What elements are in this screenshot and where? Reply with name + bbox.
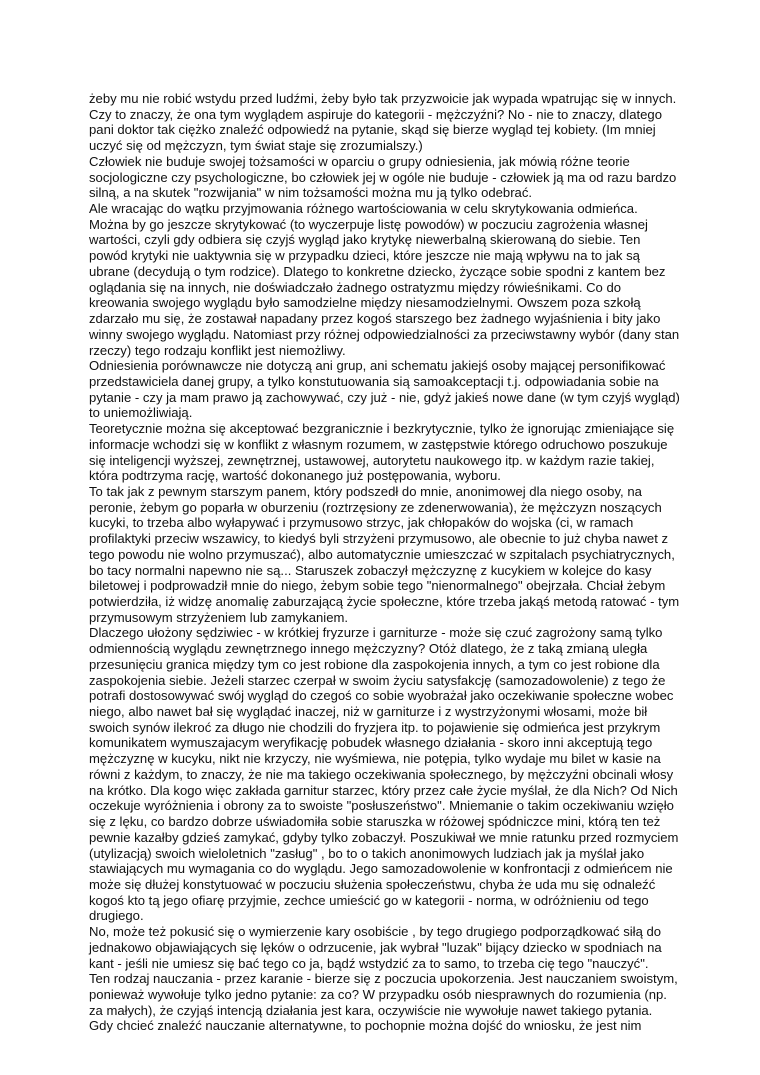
text-line: która podtrzyma rację, wartość dokonanego już postępowania, wyboru. [89,468,501,484]
text-line: pewnie kazałby gdzieś zamykać, gdyby tylko zobaczył. Poszukiwał we mnie ratunku przed rozmyciem [89,829,679,845]
text-line: Dlaczego ułożony sędziwiec - w krótkiej fryzurze i garniturze - może się czuć zagrożony samą tylko [89,625,663,641]
text-line: Teoretycznie można się akceptować bezgranicznie i bezkrytycznie, tylko że ignorując zmieniające się [89,421,675,437]
text-line: drugiego. [89,908,144,924]
text-line: kreowania swojego wyglądu było samodzielne między niesamodzielnymi. Owszem poza szkołą [89,295,641,311]
text-line: potrafi dostosowywać swój wygląd do czegoś co sobie wyobrażał jako oczekiwanie społeczne wobec [89,688,674,704]
text-line: tego powodu nie wolno przymuszać), albo automatycznie umieszczać w szpitalach psychiatrycznych, [89,546,675,562]
text-line: na krótko. Dla kogo więc zakłada garnitur starzec, który przez całe życie myślał, że dla Nich? Od Nich [89,782,678,798]
text-line: przedstawiciela danej grupy, a tylko konstutuowania sią samoakceptacji t.j. odpowiadania sobie na [89,373,659,389]
text-line: się inteligencji wyższej, zewnętrznej, ustawowej, autorytetu naukowego itp. w każdym razie takiej, [89,452,655,468]
text-line: Czy to znaczy, że ona tym wyglądem aspiruje do kategorii - mężczyźni? No - nie to znaczy, dlatego [89,106,662,122]
text-line: peronie, żebym go poparła w oburzeniu (roztrzęsiony ze zdenerwowania), że mężczyzn noszących [89,499,662,515]
text-line: odmiennością wyglądu zewnętrznego innego mężczyzny? Otóż dlatego, że z taką zmianą uległa [89,641,648,657]
text-line: może się dłużej konstytuować w poczuciu służenia społeczeństwu, chyba że uda mu się odnaleźć [89,876,656,892]
text-line: To tak jak z pewnym starszym panem, który podszedł do mnie, anonimowej dla niego osoby, na [89,483,642,499]
text-line: wartości, czyli gdy odbiera się czyjś wygląd jako krytykę niewerbalną skierowaną do siebie. Ten [89,232,641,248]
text-line: Odniesienia porównawcze nie dotyczą ani grup, ani schematu jakiejś osoby mającej personifikować [89,358,666,374]
text-line: oczekuje wyróżnienia i obrony za to swoiste "posłuszeństwo". Mniemanie o takim oczekiwaniu wzięło [89,798,674,814]
text-line: jednakowo objawiających się lęków o odrzucenie, jak wybrał "luzak" bijący dziecko w spodniach na [89,939,662,955]
text-line: powód krytyki nie uaktywnia się w przypadku dzieci, które jeszcze nie mają wpływu na to jak są [89,248,640,264]
text-line: ponieważ wywołuje tylko jedno pytanie: za co? W przypadku osób niesprawnych do rozumienia (np. [89,986,667,1002]
text-line: przesunięciu granica między tym co jest robione dla zaspokojenia innych, a tym co jest robione dla [89,656,660,672]
text-line: pani doktor tak ciężko znaleźć odpowiedź na pytanie, skąd się bierze wygląd tej kobiety. (Im mniej [89,122,656,138]
text-line: niego, albo nawet bał się wyglądać inaczej, niż w garniturze i z wystrzyżonymi włosami, może bił [89,704,648,720]
text-line: za małych), że czyjąś intencją działania jest kara, oczywiście nie wywołuje nawet takiego pytania. [89,1002,653,1018]
text-line: ubrane (decydują o tym rodzice). Dlatego to konkretne dziecko, życzące sobie spodni z kantem bez [89,263,666,279]
text-line: biletowej i podprowadził mnie do niego, żebym sobie tego "nienormalnego" obejrzała. Chciał żebym [89,578,666,594]
text-line: profilaktyki przeciw wszawicy, to kiedyś byli strzyżeni przymusowo, ale obecnie to już chyba nawet z [89,531,669,547]
text-line: się z lęku, co bardzo dobrze uświadomiła sobie staruszka w różowej spódniczce mini, którą ten też [89,814,661,830]
text-line: kant - jeśli nie umiesz się bać tego co ja, bądź wstydzić za to samo, to trzeba cię tego "nauczyć". [89,955,649,971]
text-line: przymusowym strzyżeniem lub zamykaniem. [89,609,349,625]
text-line: żeby mu nie robić wstydu przed ludźmi, żeby było tak przyzwoicie jak wypada wpatrując się w innych. [89,91,677,106]
text-line: oglądania się na innych, nie doświadczało żadnego ostratyzmu między rówieśnikami. Co do [89,279,622,295]
text-line: winny swojego wyglądu. Natomiast przy różnej odpowiedzialności za przeciwstawny wybór (dany stan [89,326,680,342]
text-line: (utylizacją) swoich wieloletnich "zasług" , bo to o takich anonimowych ludziach jak ja myślał jako [89,845,645,861]
text-line: pytanie - czy ja mam prawo ją zachowywać, czy już - nie, gdyż jakieś nowe dane (w tym czyjś wygląd) [89,389,680,405]
text-line: swoich synów ilekroć za długo nie chodzili do fryzjera itp. to pojawienie się odmieńca jest przykrym [89,719,661,735]
text-line: zdarzało mu się, że zostawał napadany przez kogoś starszego bez żadnego wyjaśnienia i bity jako [89,311,661,327]
text-line: Ten rodzaj nauczania - przez karanie - bierze się z poczucia upokorzenia. Jest nauczaniem swoistym, [89,971,678,987]
text-line: Ale wracając do wątku przyjmowania różnego wartościowania w celu skrytykowania odmieńca. [89,201,638,217]
text-line: silną, a na skutek "rozwijania" w nim tożsamości można mu ją tylko odebrać. [89,185,533,201]
text-line: stawiających mu wymagania co do wyglądu. Jego samozadowolenie w konfrontacji z odmieńcem nie [89,861,673,877]
text-line: zaspokojenia siebie. Jeżeli starzec czerpał w swoim życiu satysfakcję (samozadowolenie) z tego że [89,672,666,688]
text-line: mężczyznę w kucyku, nikt nie krzyczy, nie wyśmiewa, nie potępia, tylko wydaje mu bilet w kasie na [89,751,661,767]
text-line: rzeczy) tego rodzaju konflikt jest niemożliwy. [89,342,346,358]
text-line: informacje wchodzi się w konflikt z własnym rozumem, w zastępstwie którego odruchowo poszukuje [89,436,668,452]
text-line: bo tacy normalni napewno nie są... Staruszek zobaczył mężczyznę z kucykiem w kolejce do kasy [89,562,652,578]
text-line: potwierdziła, iż widzę anomalię zaburzającą życie społeczne, które trzeba jakąś metodą ratować - tym [89,594,680,609]
text-line: to uniemożliwiają. [89,405,193,421]
text-line: Gdy chcieć znaleźć nauczanie alternatywne, to pochopnie można dojść do wniosku, że jest nim [89,1018,642,1034]
text-line: kucyki, to trzeba albo wyłapywać i przymusowo strzyc, jak chłopaków do wojska (ci, w ramach [89,515,634,531]
text-line: Można by go jeszcze skrytykować (to wyczerpuje listę powodów) w poczuciu zagrożenia własnej [89,216,648,232]
text-line: komunikatem wymuszajacym weryfikację pobudek własnego działania - skoro inni akceptują tego [89,735,653,751]
document-page [89,91,691,1034]
text-line: uczyć się od mężczyzn, tym świat staje się zrozumialszy.) [89,138,423,154]
text-line: Człowiek nie buduje swojej tożsamości w oparciu o grupy odniesienia, jak mówią różne teorie [89,153,630,169]
text-line: równi z każdym, to znaczy, że nie ma takiego oczekiwania społecznego, by mężczyźni obcinali włosy [89,766,674,782]
text-line: No, może też pokusić się o wymierzenie kary osobiście , by tego drugiego podporządkować siłą do [89,924,662,940]
text-line: socjologiczne czy psychologiczne, bo człowiek jej w ogóle nie buduje - człowiek ją ma od razu bardzo [89,169,677,185]
text-line: kogoś kto tą jego ofiarę przyjmie, zechce umieścić go w kategorii - norma, w odróżnieniu od tego [89,892,649,908]
